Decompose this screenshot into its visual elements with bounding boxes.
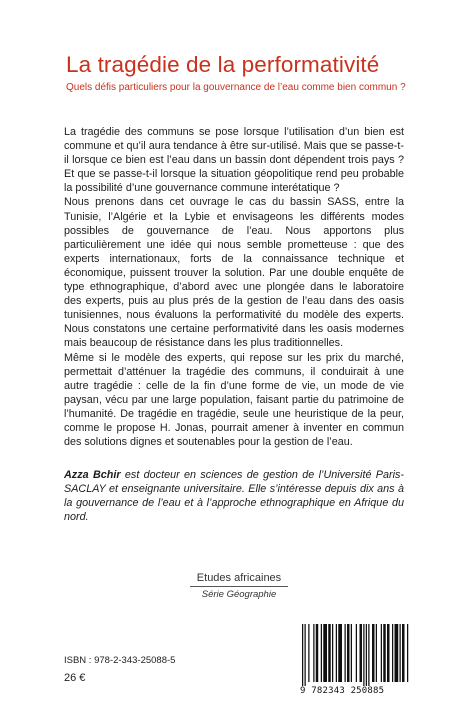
series-divider bbox=[190, 586, 288, 587]
barcode-image bbox=[300, 624, 410, 686]
back-cover-summary bbox=[64, 125, 404, 449]
book-title: La tragédie de la performativité bbox=[66, 52, 380, 77]
author-bio bbox=[64, 468, 404, 524]
book-subtitle: Quels défis particuliers pour la gouvernance de l’eau comme bien commun ? bbox=[66, 82, 406, 93]
isbn-label: ISBN : 978-2-343-25088-5 bbox=[64, 655, 176, 666]
summary-paragraph-2: Nous prenons dans cet ouvrage le cas du bassin SASS, entre la Tunisie, l’Algérie et la Lybie et envisageons les différents modes possibles de gouvernance de l’eau. Nous apportons plus particulièrement une idée qui nous semble prometteuse : que des experts internationaux, forts de la connaissance technique et économique, puissent trouver la solution. Par une double enquête de type ethnographique, d’abord avec une plongée dans le laboratoire des experts, puis au plus prés de la gestion de l’eau dans des oasis tunisiennes, nous évaluons la performativité du modèle des experts. Nous constatons une certaine performativité dans les oasis modernes mais beaucoup de résistance dans les plus traditionnelles. bbox=[64, 196, 404, 350]
barcode-bars bbox=[300, 624, 410, 686]
summary-paragraph-3: Même si le modèle des experts, qui repose sur les prix du marché, permettait d’atténuer la tragédie des communs, il conduirait à une autre tragédie : celle de la fin d’une forme de vie, un mode de vie paysan, vécu par une large population, faisant partie du patrimoine de l’humanité. De tragédie en tragédie, seule une heuristique de la peur, comme le propose H. Jonas, pourrait amener à inventer en commun des solutions dignes et soutenables pour la gestion de l’eau. bbox=[64, 351, 404, 449]
summary-paragraph-1: La tragédie des communs se pose lorsque l’utilisation d’un bien est commune et qu’il aura tendance à être sur-utilisé. Mais que se passe-t-il lorsque ce bien est l’eau dans un bassin dont dépendent trois pays ? Et que se passe-t-il lorsque la situation géopolitique rend peu probable la possibilité d’une gouvernance commune interétatique ? bbox=[64, 126, 404, 195]
author-bio-text: est docteur en sciences de gestion de l’Université Paris-SACLAY et enseignante universitaire. Elle s’intéresse depuis dix ans à la gouvernance de l’eau et à l’approche ethnographique en Afrique du nord. bbox=[64, 469, 404, 524]
author-name: Azza Bchir bbox=[64, 469, 121, 481]
price-label: 26 € bbox=[64, 672, 86, 684]
series-subseries: Série Géographie bbox=[201, 589, 277, 600]
barcode-digits: 9 782343 250885 bbox=[300, 686, 385, 696]
series-name: Etudes africaines bbox=[196, 572, 282, 584]
series-block bbox=[184, 572, 294, 600]
